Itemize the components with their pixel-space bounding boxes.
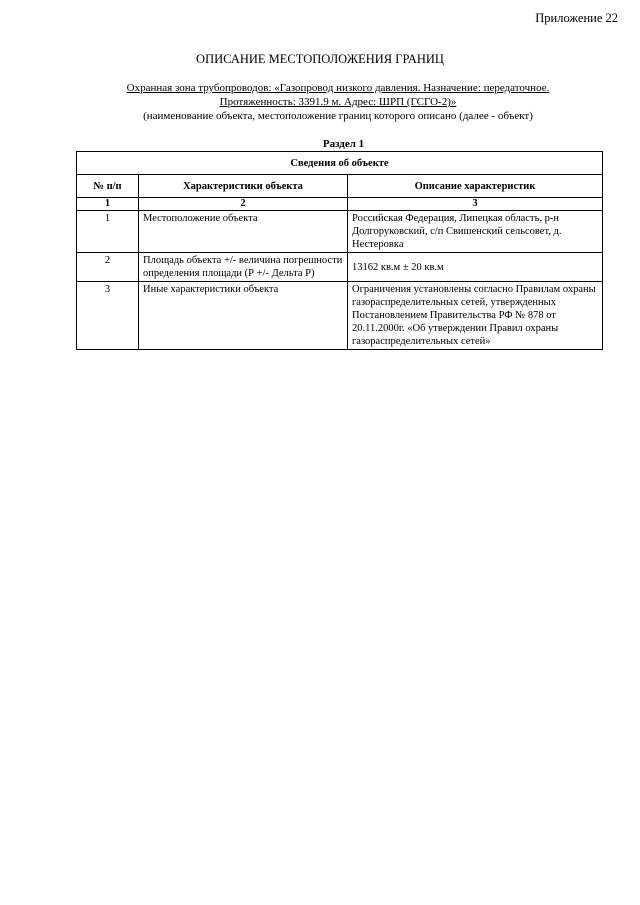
row-number: 1 [77, 211, 139, 253]
row-description: Ограничения установлены согласно Правилам охраны газораспределительных сетей, утвержденных Постановлением Правительства РФ № 878 от 20.11.2000г. «Об утверждении Правил охраны газораспределительных сетей» [348, 282, 603, 350]
row-number: 2 [77, 253, 139, 282]
object-caption: (наименование объекта, местоположение границ которого описано (далее - объект) [143, 110, 533, 122]
section-title: Раздел 1 [322, 138, 365, 150]
header-description: Описание характеристик [348, 175, 603, 198]
row-characteristic: Иные характеристики объекта [139, 282, 348, 350]
object-info-table [76, 151, 603, 350]
row-number: 3 [77, 282, 139, 350]
column-number: 2 [139, 198, 348, 211]
table-caption-row [77, 152, 603, 175]
header-characteristic: Характеристики объекта [139, 175, 348, 198]
table-row [77, 253, 603, 282]
appendix-label: Приложение 22 [535, 11, 618, 25]
row-description: Российская Федерация, Липецкая область, р-н Долгоруковский, с/п Свишенский сельсовет, д. Нестеровка [348, 211, 603, 253]
column-number-row [77, 198, 603, 211]
table-row [77, 211, 603, 253]
column-number: 3 [348, 198, 603, 211]
row-characteristic: Площадь объекта +/- величина погрешности определения площади (Р +/- Дельта Р) [139, 253, 348, 282]
column-number: 1 [77, 198, 139, 211]
object-name-line-2: Протяженность: 3391.9 м. Адрес: ШРП (ГСГО-2)» [219, 96, 457, 108]
row-description: 13162 кв.м ± 20 кв.м [348, 253, 603, 282]
table-header-row [77, 175, 603, 198]
table-row [77, 282, 603, 350]
header-number: № п/п [77, 175, 139, 198]
object-description [60, 81, 616, 123]
row-characteristic: Местоположение объекта [139, 211, 348, 253]
document-title: ОПИСАНИЕ МЕСТОПОЛОЖЕНИЯ ГРАНИЦ [196, 52, 444, 66]
object-name-line-1: Охранная зона трубопроводов: «Газопровод низкого давления. Назначение: передаточное. [126, 82, 550, 94]
table-caption: Сведения об объекте [77, 152, 603, 175]
